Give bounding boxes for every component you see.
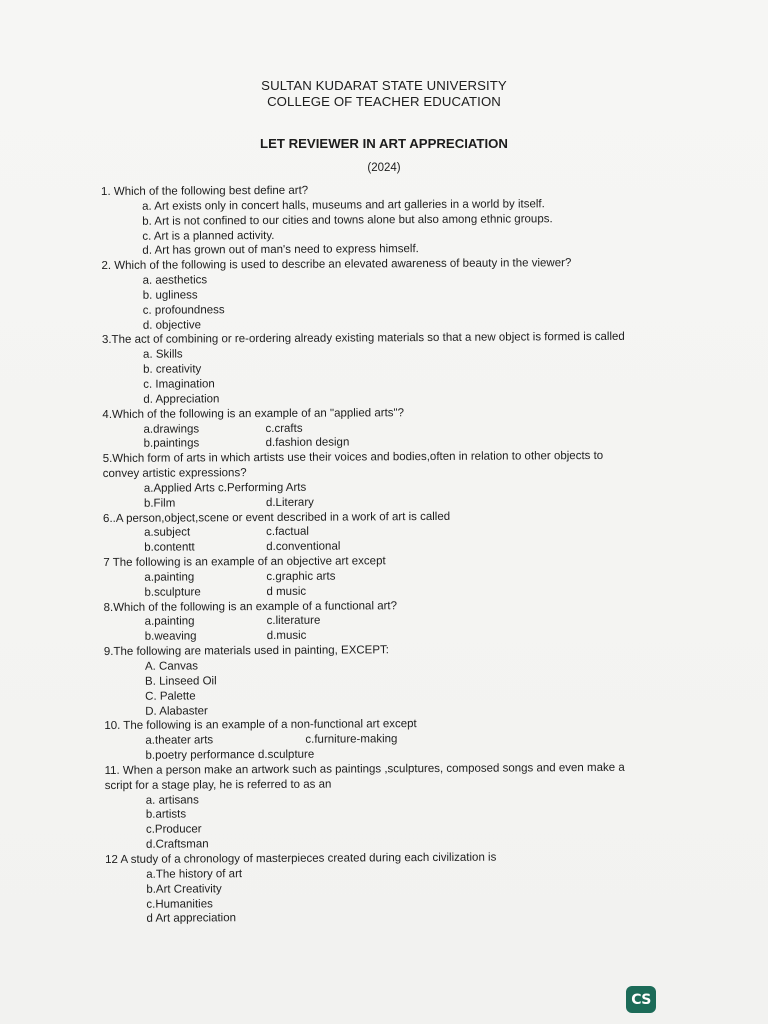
question-text: 6..A person,object,scene or event described in a work of art is called (103, 510, 451, 525)
answer-option: a.painting (144, 571, 195, 584)
question-block (102, 404, 642, 452)
answer-option: c.graphic arts (266, 570, 336, 583)
answer-option: d music (266, 585, 307, 598)
answer-option: c.Humanities (146, 897, 213, 911)
question-block (101, 256, 641, 334)
question-block (103, 449, 643, 512)
answer-option: c.crafts (265, 422, 303, 435)
question-block (104, 642, 644, 720)
question-text: 12 A study of a chronology of masterpieces created during each civilization is (105, 851, 497, 866)
question-text: 2. Which of the following is used to describe an elevated awareness of beauty in the viewer? (101, 257, 572, 273)
answer-option: c. profoundness (142, 303, 225, 317)
question-block (104, 716, 644, 764)
answer-option: c. Art is a planned activity. (142, 229, 275, 243)
answer-option: a.subject (144, 526, 191, 540)
question-text: 5.Which form of arts in which artists use their voices and bodies,often in relation to other objects to convey artistic expressions? (102, 450, 604, 481)
answer-option: b.paintings (143, 437, 200, 451)
answer-option: C. Palette (145, 690, 196, 703)
answer-option: b.artists (145, 808, 187, 822)
answer-option: d. Art has grown out of man's need to express himself. (142, 243, 419, 258)
college-name: COLLEGE OF TEACHER EDUCATION (267, 94, 501, 109)
document-year: (2024) (367, 162, 401, 174)
question-block (101, 182, 641, 260)
answer-option: D. Alabaster (145, 704, 208, 718)
question-block (104, 597, 644, 645)
question-text: 10. The following is an example of a non-functional art except (104, 718, 417, 733)
question-block (105, 761, 646, 853)
answer-option: b.weaving (144, 630, 197, 644)
answer-option: a.theater arts (145, 734, 214, 747)
question-text: 4.Which of the following is an example of an "applied arts"? (102, 406, 405, 421)
answer-option: d. Appreciation (143, 393, 220, 406)
answer-option: b. ugliness (142, 289, 198, 302)
question-text: 3.The act of combining or re-ordering already existing materials so that a new object is formed is called (101, 331, 625, 347)
answer-option: a.painting (144, 615, 195, 629)
answer-option: d.Literary (265, 496, 314, 509)
answer-option: a. aesthetics (142, 274, 208, 287)
answer-option: d.fashion design (265, 436, 350, 450)
question-text: 1. Which of the following best define art? (101, 184, 309, 198)
answer-option: d.music (266, 630, 307, 643)
answer-option: b. Art is not confined to our cities and towns alone but also among ethnic groups. (142, 212, 553, 228)
answer-option: a.The history of art (146, 867, 243, 881)
question-block (102, 330, 642, 408)
answer-option: c.factual (266, 526, 309, 539)
answer-option: d.conventional (266, 540, 341, 554)
question-text: 9.The following are materials used in painting, EXCEPT: (103, 644, 389, 659)
answer-option: A. Canvas (144, 660, 199, 673)
question-block (103, 553, 643, 601)
document-title: LET REVIEWER IN ART APPRECIATION (260, 136, 508, 151)
question-text: 7 The following is an example of an objective art except (103, 555, 386, 570)
answer-option: d Art appreciation (146, 912, 237, 926)
question-block (105, 850, 645, 928)
answer-option: b.Film (143, 497, 176, 510)
question-text: 11. When a person make an artwork such as paintings ,sculptures, composed songs and even make a script for a stage play, he is referred to as an (104, 761, 625, 792)
answer-option: B. Linseed Oil (144, 675, 217, 688)
answer-option: b.contentt (144, 541, 195, 554)
answer-option: c.Producer (145, 823, 202, 837)
answer-option: b.sculpture (144, 586, 201, 599)
answer-option: d.Craftsman (145, 838, 209, 851)
answer-option: b.poetry performance d.sculpture (145, 748, 315, 762)
answer-option: a. Art exists only in concert halls, museums and art galleries in a world by itself. (142, 198, 545, 213)
answer-option: b.Art Creativity (146, 882, 222, 896)
question-block (103, 508, 643, 556)
answer-option: c.literature (266, 615, 321, 628)
answer-option: a. artisans (145, 794, 199, 807)
answer-option: a.drawings (143, 422, 200, 436)
answer-option: a.Applied Arts c.Performing Arts (143, 481, 307, 495)
question-list (101, 182, 646, 927)
question-text: 8.Which of the following is an example of a functional art? (103, 599, 398, 614)
university-name: SULTAN KUDARAT STATE UNIVERSITY (261, 78, 507, 93)
university-header (0, 78, 768, 110)
answer-option: a. Skills (143, 348, 183, 362)
answer-option: c. Imagination (143, 378, 215, 391)
answer-option: c.furniture-making (305, 733, 398, 746)
camscanner-logo: CS (626, 986, 656, 1013)
answer-option: b. creativity (143, 363, 202, 376)
answer-option: d. objective (142, 318, 202, 332)
